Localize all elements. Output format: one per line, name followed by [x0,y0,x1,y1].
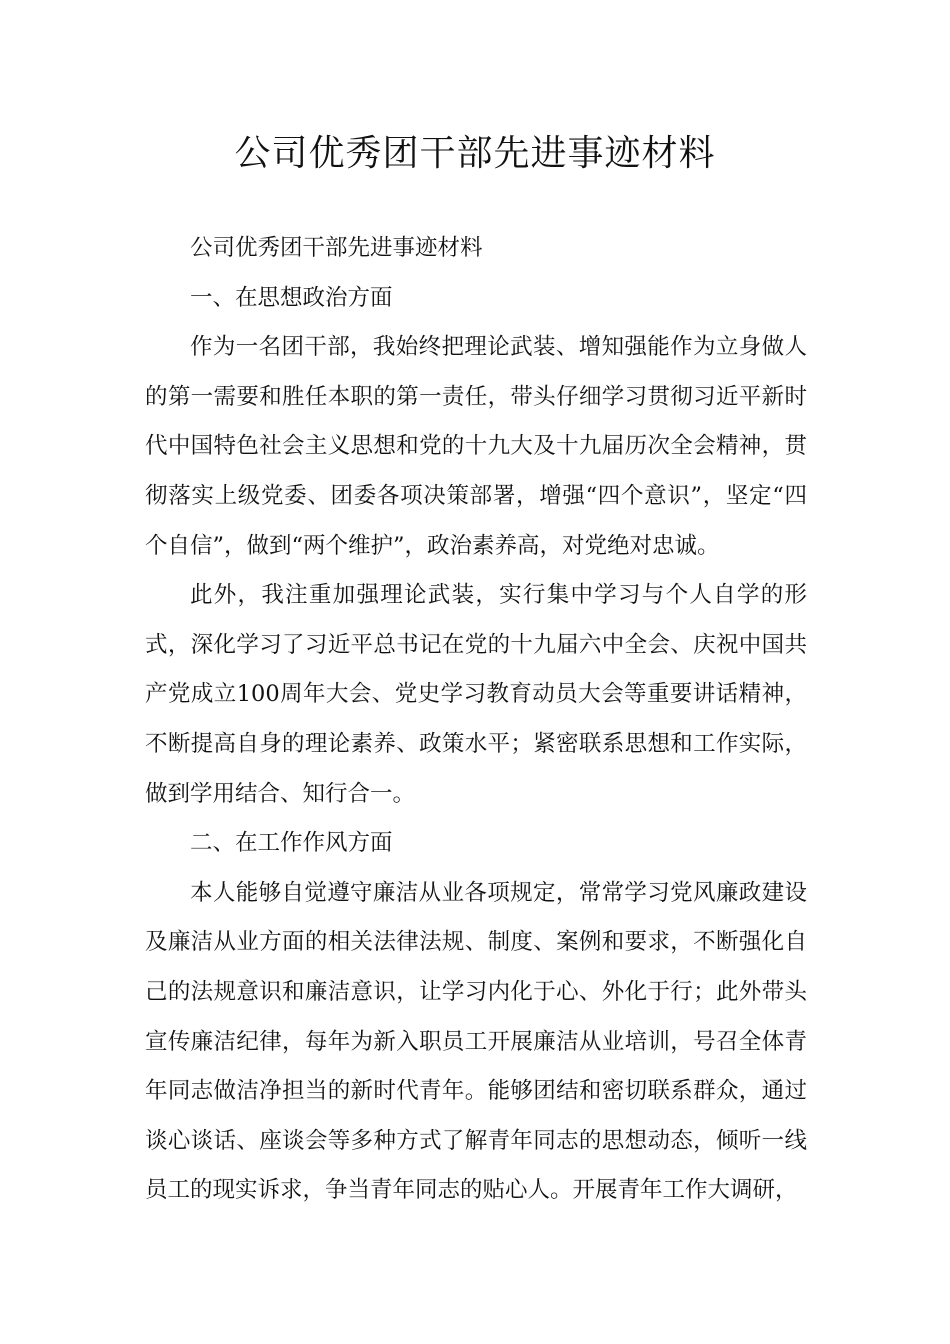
document-title: 公司优秀团干部先进事迹材料 [234,133,716,174]
paragraph-heading-2: 二、在工作作风方面 [190,830,393,857]
paragraph: 此外，我注重加强理论武装，实行集中学习与个人自学的形式，深化学习了习近平总书记在党的十九届六中全会、庆祝中国共产党成立100周年大会、党史学习教育动员大会等重要讲话精神，不断提高自身的理论素养、政策水平；紧密联系思想和工作实际，做到学用结合、知行合一。 [145,582,807,807]
paragraph-subtitle: 公司优秀团干部先进事迹材料 [190,235,483,261]
document-body [145,224,807,1216]
paragraph-heading-1: 一、在思想政治方面 [190,284,393,311]
paragraph: 本人能够自觉遵守廉洁从业各项规定，常常学习党风廉政建设及廉洁从业方面的相关法律法规、制度、案例和要求，不断强化自己的法规意识和廉洁意识，让学习内化于心、外化于行；此外带头宣传廉洁纪律，每年为新入职员工开展廉洁从业培训，号召全体青年同志做洁净担当的新时代青年。能够团结和密切联系群众，通过谈心谈话、座谈会等多种方式了解青年同志的思想动态，倾听一线员工的现实诉求，争当青年同志的贴心人。开展青年工作大调研， [145,879,807,1204]
paragraph: 作为一名团干部，我始终把理论武装、增知强能作为立身做人的第一需要和胜任本职的第一责任，带头仔细学习贯彻习近平新时代中国特色社会主义思想和党的十九大及十九届历次全会精神，贯彻落实上级党委、团委各项决策部署，增强“四个意识”，坚定“四个自信”，做到“两个维护”，政治素养高，对党绝对忠诚。 [145,334,807,559]
